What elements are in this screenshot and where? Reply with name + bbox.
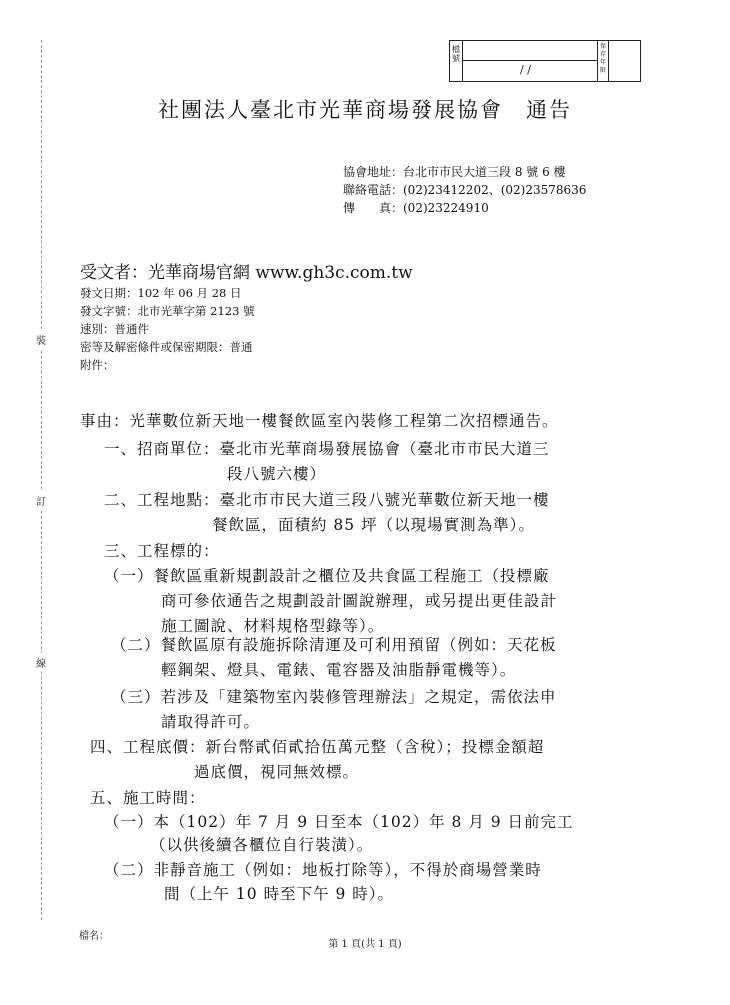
secrecy-level: 密等及解密條件或保密期限：普通 [80, 340, 253, 354]
section-5-heading: 五、施工時間： [90, 789, 206, 807]
attachment: 附件： [80, 358, 115, 372]
section-1-line-1: 一、招商單位：臺北市光華商場發展協會（臺北市市民大道三 [104, 440, 550, 458]
retention-period-label: 保存年限 [599, 43, 606, 74]
section-2-line-1: 二、工程地點：臺北市市民大道三段八號光華數位新天地一樓 [104, 491, 550, 509]
section-4-line-1: 四、工程底價：新台幣貳佰貳拾伍萬元整（含稅）；投標金額超 [90, 738, 545, 756]
section-4-line-2: 過底價，視同無效標。 [194, 763, 360, 781]
binding-mark-2: 訂 [34, 491, 48, 510]
section-5-item-2-line-2: 間（上午 10 時至下午 9 時）。 [164, 885, 395, 903]
section-3-item-2-line-1: （二）餐飲區原有設施拆除清運及可利用預留（例如：天花板 [111, 636, 557, 654]
contact-fax: 傳 真：(02)23224910 [343, 201, 489, 215]
delivery-speed: 速別：普通件 [80, 322, 149, 336]
section-3-item-3-line-1: （三）若涉及「建築物室內裝修管理辦法」之規定，需依法申 [111, 688, 557, 706]
file-number-label: 檔號 [452, 45, 460, 63]
date-slashes: / / [520, 63, 531, 76]
contact-address: 協會地址：台北市市民大道三段 8 號 6 樓 [343, 165, 566, 179]
binding-mark-1: 裝 [34, 330, 48, 349]
section-3-item-1-line-2: 商可參依通告之規劃設計圖說辦理，或另提出更佳設計 [161, 592, 558, 610]
issue-number: 發文字號：北市光華字第 2123 號 [80, 304, 255, 318]
section-3-item-1-line-1: （一）餐飲區重新規劃設計之櫃位及共食區工程施工（投標廠 [104, 567, 550, 585]
page-number: 第 1 頁(共 1 頁) [328, 939, 402, 950]
section-3-item-2-line-2: 輕鋼架、燈具、電錶、電容器及油脂靜電機等）。 [161, 661, 517, 679]
contact-phone: 聯絡電話：(02)23412202、(02)23578636 [343, 183, 587, 197]
section-5-item-2-line-1: （二）非靜音施工（例如：地板打除等），不得於商場營業時 [104, 861, 542, 879]
binding-line [41, 40, 42, 920]
section-3-item-1-line-3: 施工圖說、材料規格型錄等）。 [161, 617, 385, 635]
archive-stamp-box [449, 40, 641, 82]
file-name-label: 檔名： [79, 931, 109, 942]
section-5-item-1-line-1: （一）本（102）年 7 月 9 日至本（102）年 8 月 9 日前完工 [104, 813, 574, 831]
subject-line: 事由：光華數位新天地一樓餐飲區室內裝修工程第二次招標通告。 [80, 412, 559, 430]
page-title: 社團法人臺北市光華商場發展協會 通告 [158, 98, 572, 122]
section-3-item-3-line-2: 請取得許可。 [161, 713, 261, 731]
section-1-line-2: 段八號六樓） [227, 465, 327, 483]
binding-mark-3: 線 [34, 653, 48, 672]
section-2-line-2: 餐飲區，面積約 85 坪（以現場實測為準）。 [212, 516, 535, 534]
issue-date: 發文日期：102 年 06 月 28 日 [80, 286, 242, 300]
section-3-heading: 三、工程標的： [104, 542, 220, 560]
recipient: 受文者：光華商場官網 www.gh3c.com.tw [80, 263, 413, 283]
section-5-item-1-line-2: （以供後續各櫃位自行裝潢）。 [150, 836, 374, 854]
